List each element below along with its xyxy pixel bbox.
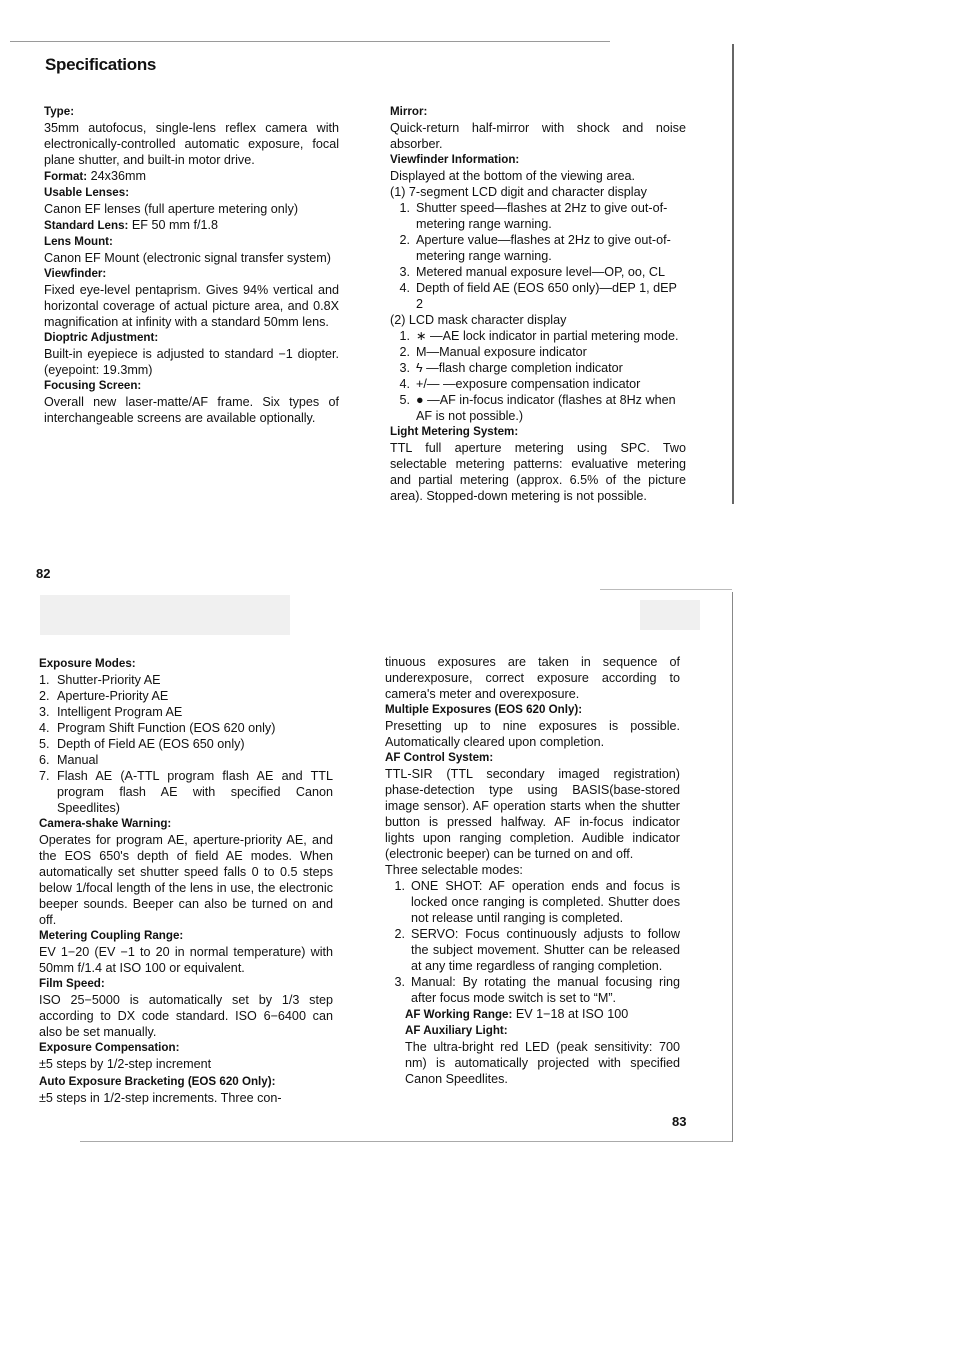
dioptric-heading: Dioptric Adjustment: <box>44 331 159 344</box>
film-speed-heading: Film Speed: <box>39 977 105 990</box>
viewfinder-info-text: Displayed at the bottom of the viewing area. <box>390 169 636 183</box>
continued-text: tinuous exposures are taken in sequence of underexposure, correct exposure according to camera's meter and overexposure. <box>385 655 680 701</box>
aeb-text: ±5 steps in 1/2-step increments. Three con- <box>39 1091 282 1105</box>
format-heading: Format: <box>44 170 88 183</box>
metering-range-heading: Metering Coupling Range: <box>39 929 184 942</box>
standard-lens-line <box>44 217 339 234</box>
list-item: 5. ● —AF in-focus indicator (flashes at 8Hz when AF is not possible.) <box>399 393 676 423</box>
lens-mount-heading: Lens Mount: <box>44 235 113 248</box>
page-title: Specifications <box>45 55 157 74</box>
viewfinder-heading: Viewfinder: <box>44 267 107 280</box>
list-item: 2. Aperture-Priority AE <box>39 689 169 703</box>
viewfinder-text: Fixed eye-level pentaprism. Gives 94% vertical and horizontal coverage of actual picture area, and 0.8X magnification at infinity with a standard 50mm lens. <box>44 283 339 329</box>
list-item: 1. ∗ —AE lock indicator in partial metering mode. <box>399 329 679 343</box>
list-item: 4. Program Shift Function (EOS 620 only) <box>39 721 276 735</box>
list-item: 2. M—Manual exposure indicator <box>399 345 587 359</box>
list-item: 1. Shutter-Priority AE <box>39 673 161 687</box>
type-heading: Type: <box>44 105 75 118</box>
lenses-text: Canon EF lenses (full aperture metering only) <box>44 202 299 216</box>
top-rule <box>10 41 610 42</box>
mirror-heading: Mirror: <box>390 105 428 118</box>
lcd-display-2: (2) LCD mask character display <box>390 313 567 327</box>
lens-mount-text: Canon EF Mount (electronic signal transfer system) <box>44 251 331 265</box>
focusing-screen-text: Overall new laser-matte/AF frame. Six types of interchangeable screens are available optionally. <box>44 395 339 425</box>
light-metering-text: TTL full aperture metering using SPC. Two selectable metering patterns: evaluative metering and partial metering (approx. 6.5% of the picture area). Stopped-down metering is not possible. <box>390 441 686 503</box>
focusing-screen-heading: Focusing Screen: <box>44 379 142 392</box>
list-item: 2. Aperture value—flashes at 2Hz to give out-of-metering range warning. <box>399 233 671 263</box>
format-line <box>44 168 339 185</box>
standard-lens-heading: Standard Lens: <box>44 219 129 232</box>
dioptric-text: Built-in eyepiece is adjusted to standard −1 diopter. (eyepoint: 19.3mm) <box>44 347 339 377</box>
exposure-compensation-heading: Exposure Compensation: <box>39 1041 180 1054</box>
list-item: 7. Flash AE (A-TTL program flash AE and TTL program flash AE with specified Canon Speedlites) <box>39 769 333 815</box>
af-range-text: EV 1−18 at ISO 100 <box>512 1007 629 1021</box>
p82-right-column <box>390 104 686 504</box>
multiple-exposures-text: Presetting up to nine exposures is possible. Automatically cleared upon completion. <box>385 719 680 749</box>
list-item: 4. +/— —exposure compensation indicator <box>399 377 641 391</box>
page-number-82: 82 <box>36 566 51 581</box>
camera-shake-text: Operates for program AE, aperture-priority AE, and the EOS 650's depth of field AE modes. When automatically set shutter speed falls 0 to 0.5 steps below 1/focal length of the lens in use, the electronic beeper sounds. Beeper can also be turned on and off. <box>39 833 333 927</box>
exposure-modes-list <box>39 672 333 816</box>
p83-left-column <box>39 656 333 1106</box>
list-item: 4. Depth of field AE (EOS 650 only)—dEP 1, dEP 2 <box>399 281 677 311</box>
aeb-heading: Auto Exposure Bracketing (EOS 620 Only): <box>39 1075 276 1088</box>
mirror-text: Quick-return half-mirror with shock and noise absorber. <box>390 121 686 151</box>
list-item: 3. Metered manual exposure level—OP, oo, CL <box>399 265 665 279</box>
film-speed-text: ISO 25−5000 is automatically set by 1/3 step according to DX code standard. ISO 6−6400 can also be set manually. <box>39 993 333 1039</box>
exposure-modes-heading: Exposure Modes: <box>39 657 136 670</box>
list-item: 1. Shutter speed—flashes at 2Hz to give out-of-metering range warning. <box>399 201 668 231</box>
middle-rule <box>600 589 732 590</box>
right-edge-rule-top <box>732 44 734 504</box>
metering-range-text: EV 1−20 (EV −1 to 20 in normal temperature) with 50mm f/1.4 at ISO 100 or equivalent. <box>39 945 333 975</box>
lcd-display-1: (1) 7-segment LCD digit and character display <box>390 185 647 199</box>
page-number-83: 83 <box>672 1114 687 1129</box>
multiple-exposures-heading: Multiple Exposures (EOS 620 Only): <box>385 703 583 716</box>
exposure-compensation-text: ±5 steps by 1/2-step increment <box>39 1057 212 1071</box>
af-auxiliary-text: The ultra-bright red LED (peak sensitivity: 700 nm) is automatically projected with specified Canon Speedlites. <box>405 1040 680 1086</box>
list-item: 2. SERVO: Focus continuously adjusts to follow the subject movement. Shutter can be released at any time regardless of ranging completion. <box>394 927 680 973</box>
af-modes-list <box>385 878 680 1006</box>
lcd1-list <box>390 200 686 312</box>
format-text: 24x36mm <box>87 169 146 183</box>
viewfinder-info-heading: Viewfinder Information: <box>390 153 520 166</box>
list-item: 5. Depth of Field AE (EOS 650 only) <box>39 737 245 751</box>
af-auxiliary-heading: AF Auxiliary Light: <box>405 1024 508 1037</box>
scan-shading-right <box>640 600 700 630</box>
af-control-heading: AF Control System: <box>385 751 494 764</box>
standard-lens-text: EF 50 mm f/1.8 <box>128 218 218 232</box>
camera-shake-heading: Camera-shake Warning: <box>39 817 172 830</box>
af-sub-block <box>405 1006 680 1087</box>
list-item: 3. Manual: By rotating the manual focusing ring after focus mode switch is set to “M”. <box>394 975 680 1005</box>
af-range-line <box>405 1006 680 1023</box>
list-item: 1. ONE SHOT: AF operation ends and focus is locked once ranging is completed. Shutter does not release until ranging is completed. <box>394 879 680 925</box>
list-item: 6. Manual <box>39 753 99 767</box>
bottom-rule <box>80 1141 732 1142</box>
right-edge-rule-bottom <box>732 592 733 1142</box>
af-modes-intro: Three selectable modes: <box>385 863 523 877</box>
af-range-heading: AF Working Range: <box>405 1008 513 1021</box>
af-control-text: TTL-SIR (TTL secondary imaged registration) phase-detection type using BASIS(base-stored image sensor). AF operation starts when the shutter button is pressed halfway. AF in-focus indicator lights upon ranging completion. Audible indicator (electronic beeper) can be turned on and off. <box>385 767 680 861</box>
list-item: 3. ϟ —flash charge completion indicator <box>399 361 623 375</box>
type-text: 35mm autofocus, single-lens reflex camera with electronically-controlled automatic exposure, focal plane shutter, and built-in motor drive. <box>44 121 339 167</box>
lenses-heading: Usable Lenses: <box>44 186 130 199</box>
list-item: 3. Intelligent Program AE <box>39 705 183 719</box>
light-metering-heading: Light Metering System: <box>390 425 519 438</box>
p82-left-column <box>44 104 339 426</box>
lcd2-list <box>390 328 686 424</box>
p83-right-column <box>385 654 680 1087</box>
scan-shading <box>40 595 290 635</box>
